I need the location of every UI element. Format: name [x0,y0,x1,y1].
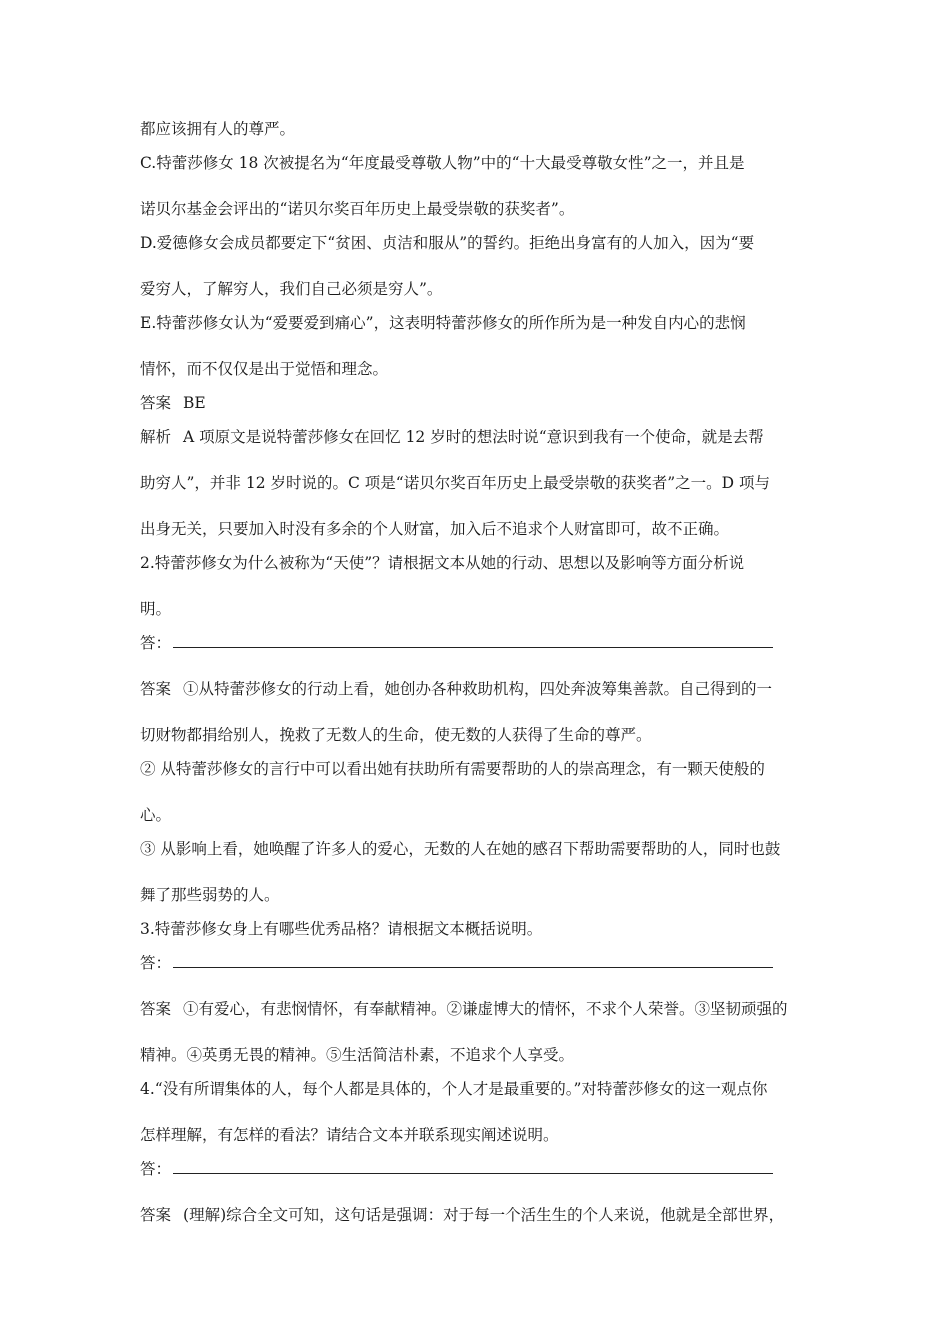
text-line: 爱穷人，了解穷人，我们自己必须是穷人”。 [140,280,443,298]
answer-label: 答案 [140,1206,172,1224]
text-line: 明。 [140,600,172,618]
text-line: 切财物都捐给别人，挽救了无数人的生命，使无数的人获得了生命的尊严。 [140,726,652,744]
answer-text: ①从特蕾莎修女的行动上看，她创办各种救助机构，四处奔波筹集善款。自己得到的一 [183,680,773,698]
question-3: 3.特蕾莎修女身上有哪些优秀品格？请根据文本概括说明。 [140,920,543,938]
answer-line [140,998,812,1020]
answer-label: 答案 [140,1000,172,1018]
answer-value: BE [183,394,206,412]
answer-label: 答案 [140,680,172,698]
text-line: 怎样理解，有怎样的看法？请结合文本并联系现实阐述说明。 [140,1126,559,1144]
answer-prompt [140,952,812,974]
option-c: C.特蕾莎修女 18 次被提名为“年度最受尊敬人物”中的“十大最受尊敬女性”之一，并且是 [140,154,745,172]
text-line: 助穷人”，并非 12 岁时说的。C 项是“诺贝尔奖百年历史上最受崇敬的获奖者”之一。D 项与 [140,474,770,492]
answer-prompt-label: 答： [140,1160,172,1178]
text-line: 精神。④英勇无畏的精神。⑤生活简洁朴素，不追求个人享受。 [140,1046,575,1064]
answer-line [140,678,812,700]
answer-blank-line[interactable] [173,953,773,968]
text-line: ② 从特蕾莎修女的言行中可以看出她有扶助所有需要帮助的人的崇高理念，有一颗天使般的 [140,760,765,778]
answer-label: 答案 [140,394,172,412]
option-d: D.爱德修女会成员都要定下“贫困、贞洁和服从”的誓约。拒绝出身富有的人加入，因为“要 [140,234,755,252]
question-4: 4.“没有所谓集体的人，每个人都是具体的，个人才是最重要的。”对特蕾莎修女的这一观点你 [140,1080,768,1098]
text-line: 舞了那些弱势的人。 [140,886,280,904]
text-line: 出身无关，只要加入时没有多余的个人财富，加入后不追求个人财富即可，故不正确。 [140,520,730,538]
document-page [140,118,812,1226]
answer-prompt [140,632,812,654]
text-line: 都应该拥有人的尊严。 [140,120,296,138]
analysis-label: 解析 [140,428,172,446]
answer-prompt-label: 答： [140,634,172,652]
answer-line [140,392,812,414]
question-2: 2.特蕾莎修女为什么被称为“天使”？请根据文本从她的行动、思想以及影响等方面分析说 [140,554,745,572]
analysis-line [140,426,812,448]
text-line: ③ 从影响上看，她唤醒了许多人的爱心，无数的人在她的感召下帮助需要帮助的人，同时也鼓 [140,840,781,858]
text-line: 情怀，而不仅仅是出于觉悟和理念。 [140,360,389,378]
answer-line [140,1204,812,1226]
answer-prompt [140,1158,812,1180]
answer-text: ①有爱心，有悲悯情怀，有奉献精神。②谦虚博大的情怀，不求个人荣誉。③坚韧顽强的 [183,1000,788,1018]
answer-blank-line[interactable] [173,633,773,648]
answer-prompt-label: 答： [140,954,172,972]
analysis-text: A 项原文是说特蕾莎修女在回忆 12 岁时的想法时说“意识到我有一个使命，就是去帮 [183,428,764,446]
option-e: E.特蕾莎修女认为“爱要爱到痛心”，这表明特蕾莎修女的所作所为是一种发自内心的悲悯 [140,314,746,332]
text-line: 诺贝尔基金会评出的“诺贝尔奖百年历史上最受崇敬的获奖者”。 [140,200,575,218]
text-line: 心。 [140,806,172,824]
answer-blank-line[interactable] [173,1159,773,1174]
answer-text: (理解)综合全文可知，这句话是强调：对于每一个活生生的个人来说，他就是全部世界， [183,1206,785,1224]
